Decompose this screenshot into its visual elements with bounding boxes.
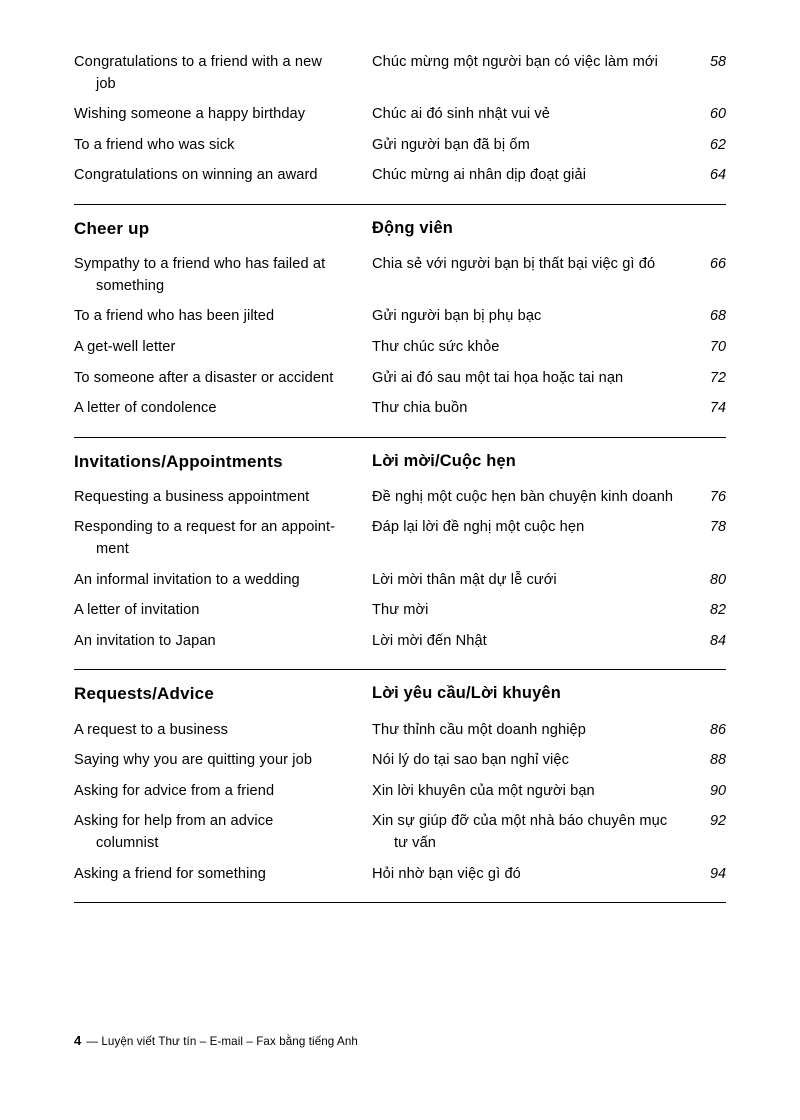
section-heading (74, 681, 726, 706)
toc-entry (74, 517, 726, 560)
toc-entry (74, 631, 726, 653)
toc-entry-title-en (74, 254, 372, 297)
section-heading (74, 449, 726, 474)
toc-entry-title-vi: Gửi ai đó sau một tai họa hoặc tai nạn (372, 369, 624, 386)
toc-entry-page: 62 (709, 136, 726, 153)
toc-entry-page: 92 (709, 813, 726, 830)
toc-entry-page: 84 (709, 632, 726, 649)
toc-entry-page: 90 (709, 782, 726, 799)
footer-book-title: — Luyện viết Thư tín – E-mail – Fax bằng tiếng Anh (86, 1035, 358, 1048)
toc-entry (74, 254, 726, 297)
toc-entry-title-vi: Thư mời (372, 602, 429, 619)
toc-entry-title-vi: Chúc ai đó sinh nhật vui vẻ (372, 106, 550, 123)
toc-entry-title-vi: Thư thỉnh cầu một doanh nghiệp (372, 721, 586, 738)
toc-entry-title-vi: Gửi người bạn đã bị ốm (372, 136, 530, 153)
toc-entry (74, 781, 726, 803)
toc-entry-title-vi: Lời mời thân mật dự lễ cưới (372, 571, 557, 588)
toc-entry-title-en-line1: Congratulations to a friend with a new (74, 54, 322, 70)
toc-entry (74, 368, 726, 390)
toc-entry (74, 600, 726, 622)
toc-entry-title-en: Asking a friend for something (74, 865, 266, 882)
toc-entry-title-vi (372, 811, 692, 854)
toc-entry (74, 135, 726, 157)
toc-entry-page: 88 (709, 752, 726, 769)
toc-entry-page: 60 (709, 106, 726, 123)
toc-entry-title-vi-line1: Xin sự giúp đỡ của một nhà báo chuyên mục (372, 813, 668, 830)
toc-entry-title-en: Wishing someone a happy birthday (74, 106, 306, 123)
toc-entry-page: 82 (709, 602, 726, 619)
toc-entry-title-en (74, 52, 372, 95)
toc-entry (74, 570, 726, 592)
section-heading (74, 216, 726, 241)
toc-entry (74, 720, 726, 742)
section-heading-vi: Lời mời/Cuộc hẹn (372, 451, 516, 470)
toc-entry-title-en: An invitation to Japan (74, 632, 216, 649)
toc-entry-page: 70 (709, 338, 726, 355)
toc-entry (74, 104, 726, 126)
toc-entry-page: 80 (709, 571, 726, 588)
section-heading-en: Cheer up (74, 218, 150, 238)
toc-entry-title-vi: Xin lời khuyên của một người bạn (372, 782, 595, 799)
toc-entry-title-en: Asking for advice from a friend (74, 782, 275, 799)
toc-entry-title-en: To someone after a disaster or accident (74, 369, 334, 386)
toc-entry-page: 58 (709, 54, 726, 70)
toc-entry-title-en-line2: ment (96, 541, 129, 558)
page-footer (74, 1033, 358, 1048)
toc-entry-title-en-line1: Asking for help from an advice (74, 813, 274, 830)
toc-entry (74, 398, 726, 420)
toc-entry-title-vi: Gửi người bạn bị phụ bạc (372, 308, 542, 325)
toc-entry (74, 811, 726, 854)
toc-entry-title-vi: Chúc mừng một người bạn có việc làm mới (372, 54, 658, 70)
toc-entry-title-vi: Nói lý do tại sao bạn nghỉ việc (372, 752, 569, 769)
toc-entry-page: 72 (709, 369, 726, 386)
toc-entry-title-vi: Hỏi nhờ bạn việc gì đó (372, 865, 521, 882)
toc-entry-title-en: To a friend who was sick (74, 136, 235, 153)
toc-entry-title-en: Congratulations on winning an award (74, 167, 318, 184)
toc-entry-title-en-line2: job (96, 75, 116, 92)
toc-entry-title-en-line2: something (96, 277, 165, 294)
toc-entry-title-en-line1: Responding to a request for an appoint- (74, 519, 336, 536)
toc-section-cheer-up (74, 204, 726, 420)
toc-entry-page: 78 (709, 519, 726, 536)
toc-entry-page: 76 (709, 488, 726, 505)
toc-entry-title-en (74, 811, 372, 854)
toc-entry-page: 74 (709, 400, 726, 417)
toc-entry-title-en: To a friend who has been jilted (74, 308, 275, 325)
toc-entry (74, 337, 726, 359)
toc-entry-page: 94 (709, 865, 726, 882)
toc-entry-title-vi: Thư chúc sức khỏe (372, 338, 500, 355)
toc-entry (74, 306, 726, 328)
toc-entry-title-en: A letter of condolence (74, 400, 217, 417)
toc-entry-title-en: Saying why you are quitting your job (74, 752, 313, 769)
toc-entry-page: 64 (709, 167, 726, 184)
toc-entry-page: 68 (709, 308, 726, 325)
toc-group-continued (74, 52, 726, 187)
section-heading-en: Invitations/Appointments (74, 451, 283, 471)
toc-entry-title-en (74, 517, 372, 560)
table-of-contents (74, 52, 726, 903)
toc-entry (74, 487, 726, 509)
section-heading-en: Requests/Advice (74, 684, 214, 704)
toc-section-invitations-appointments (74, 437, 726, 653)
section-heading-vi: Động viên (372, 218, 454, 237)
toc-section-requests-advice (74, 669, 726, 903)
toc-entry-title-en: A letter of invitation (74, 602, 200, 619)
toc-entry (74, 165, 726, 187)
section-divider (74, 437, 726, 438)
section-divider (74, 669, 726, 670)
toc-entry (74, 864, 726, 886)
toc-entry-title-vi: Đáp lại lời đề nghị một cuộc hẹn (372, 519, 585, 536)
toc-entry-title-en: A request to a business (74, 721, 229, 738)
toc-entry-title-vi: Đề nghị một cuộc hẹn bàn chuyện kinh doanh (372, 488, 674, 505)
toc-entry-title-en-line1: Sympathy to a friend who has failed at (74, 256, 326, 273)
toc-entry-page: 86 (709, 721, 726, 738)
toc-entry-title-en: Requesting a business appointment (74, 488, 310, 505)
toc-entry-title-vi: Lời mời đến Nhật (372, 632, 487, 649)
toc-entry-title-vi-line2: tư vấn (394, 834, 437, 851)
toc-entry-title-vi: Thư chia buồn (372, 400, 468, 417)
section-divider (74, 204, 726, 205)
toc-entry-title-en-line2: columnist (96, 834, 159, 851)
toc-entry-page: 66 (709, 256, 726, 273)
section-heading-vi: Lời yêu cầu/Lời khuyên (372, 684, 561, 703)
toc-entry-title-en: An informal invitation to a wedding (74, 571, 300, 588)
section-divider (74, 902, 726, 903)
footer-page-number: 4 (74, 1033, 82, 1048)
toc-entry-title-vi: Chúc mừng ai nhân dịp đoạt giải (372, 167, 587, 184)
toc-entry-title-en: A get-well letter (74, 338, 176, 355)
toc-entry-title-vi: Chia sẻ với người bạn bị thất bại việc gì đó (372, 256, 656, 273)
toc-entry (74, 750, 726, 772)
toc-entry (74, 52, 726, 95)
